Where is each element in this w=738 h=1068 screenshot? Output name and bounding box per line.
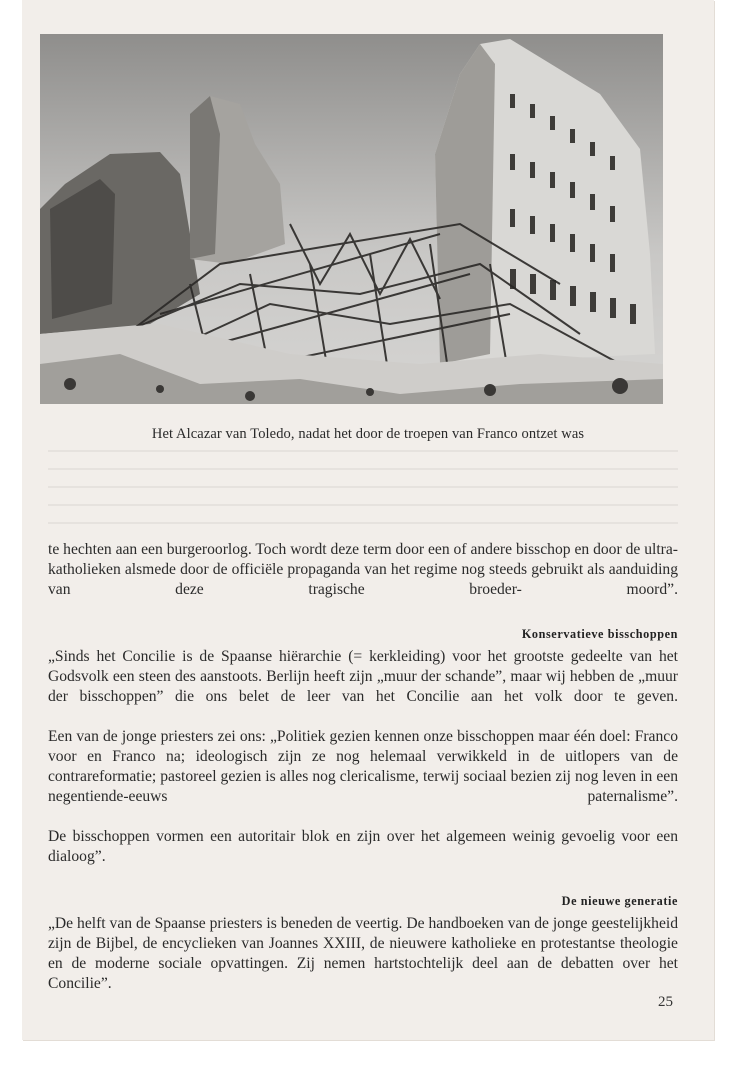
page-number: 25 [658, 994, 673, 1010]
paragraph-1: te hechten aan een burgeroorlog. Toch wordt deze term door een of andere bisschop en door de ultra-katholieken alsmede door de officiële propaganda van het regime nog steeds gebruikt als aanduiding van deze tragische broeder- moord”. [48, 541, 678, 598]
photo-caption: Het Alcazar van Toledo, nadat het door de troepen van Franco ontzet was [151, 426, 585, 442]
body-text [48, 540, 678, 994]
paragraph-3: Een van de jonge priesters zei ons: „Politiek gezien kennen onze bisschoppen maar één doel: Franco voor en Franco na; ideologisch zijn ze nog helemaal verwikkeld in de uitlopers van de contrareformatie; pastoreel gezien is alles nog clericalisme, terwij sociaal bezien zij nog leven in een negentiende-eeuws paternalisme”. [48, 728, 678, 805]
alcazar-ruins-photo [40, 34, 663, 404]
book-page [22, 0, 714, 1040]
photo-icon [40, 34, 663, 404]
paragraph-4: De bisschoppen vormen een autoritair blok en zijn over het algemeen weinig gevoelig voor een dialoog”. [48, 828, 678, 865]
section-heading-konservatieve: Konservatieve bisschoppen [521, 627, 678, 641]
section-heading-nieuwe-generatie: De nieuwe generatie [561, 894, 678, 908]
show-through-text [48, 450, 678, 540]
paragraph-2: „Sinds het Concilie is de Spaanse hiërarchie (= kerkleiding) voor het grootste gedeelte van het Godsvolk een steen des aanstoots. Berlijn heeft zijn „muur der schande”, maar wij hebben de „muur der bisschoppen” die ons belet de leer van het Concilie aan het volk door te geven. [48, 648, 678, 705]
paragraph-5: „De helft van de Spaanse priesters is beneden de veertig. De handboeken van de jonge geestelijkheid zijn de Bijbel, de encyclieken van Joannes XXIII, de nieuwere katholieke en protestantse theologie en de moderne sociale opvattingen. Zij nemen hartstochtelijk deel aan de debatten over het Concilie”. [48, 915, 679, 992]
